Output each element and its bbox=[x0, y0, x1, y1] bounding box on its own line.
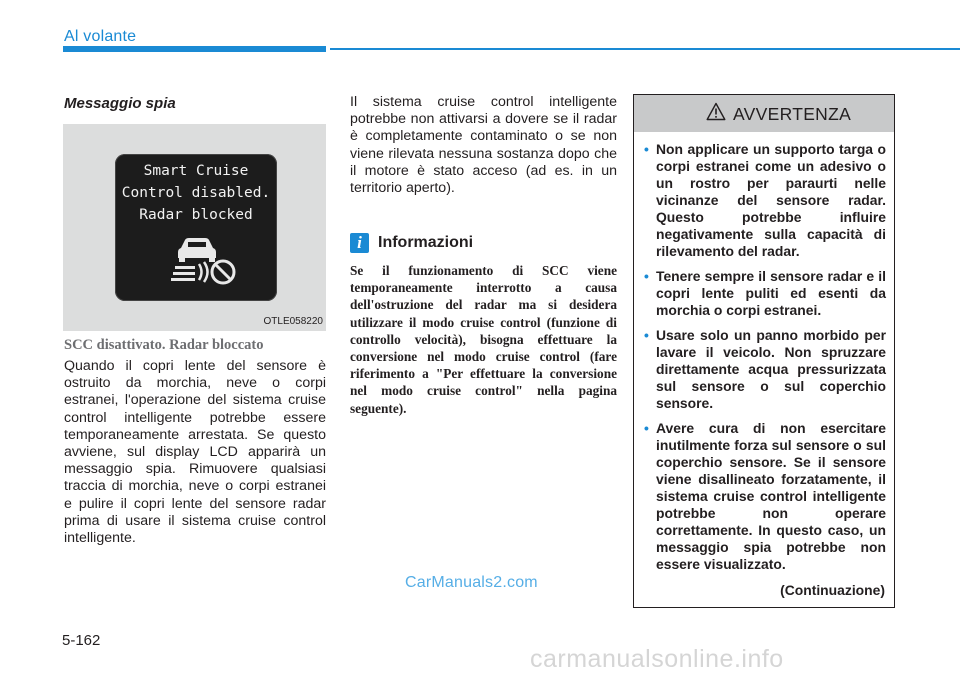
lcd-illustration bbox=[63, 124, 326, 331]
info-title: Informazioni bbox=[378, 234, 474, 251]
warning-triangle-icon bbox=[706, 102, 726, 121]
header-rule-thin bbox=[330, 48, 960, 50]
warning-continuation: (Continuazione) bbox=[780, 582, 885, 598]
warning-item bbox=[644, 420, 886, 573]
lcd-display bbox=[115, 154, 277, 301]
page-number: 5-162 bbox=[62, 632, 101, 649]
warning-item bbox=[644, 141, 886, 260]
warning-item-text: Tenere sempre il sensore radar e il copri lente puliti ed esenti da morchia o corpi estranei. bbox=[656, 268, 886, 318]
image-code: OTLE058220 bbox=[263, 316, 323, 327]
warning-box bbox=[633, 94, 895, 608]
warning-item bbox=[644, 327, 886, 412]
lcd-line-1: Smart Cruise bbox=[143, 163, 249, 179]
header-rule-thick bbox=[63, 46, 326, 52]
section-title: Al volante bbox=[64, 28, 137, 45]
bullet-icon: • bbox=[644, 268, 649, 284]
warning-item-text: Non applicare un supporto targa o corpi estranei come un adesivo o un rostro per paraurti nelle vicinanze del sensore radar. Questo potrebbe influire negativamente sulla capacità di rilevamento del radar. bbox=[656, 141, 886, 259]
info-text: Se il funzionamento di SCC viene temporaneamente interrotto a causa dell'ostruzione del radar ma si desidera utilizzare il modo cruise control (funzione di controllo velocità), bisogna effettuare la conversione nel modo cruise control (fare riferimento a "Per effettuare la conversione nel modo cruise control" nella pagina seguente). bbox=[350, 263, 617, 416]
warning-item bbox=[644, 268, 886, 319]
warning-item-text: Avere cura di non esercitare inutilmente forza sul sensore o sul coperchio sensore. Se il sensore viene disallineato forzatamente, il sistema cruise control intelligente potrebbe non operare correttamente. In questo caso, un messaggio spia potrebbe non essere visualizzato. bbox=[656, 420, 886, 572]
left-body-text: Quando il copri lente del sensore è ostruito da morchia, neve o corpi estranei, l'operazione del sistema cruise control intelligente potrebbe essere temporaneamente arrestata. Se questo avviene, sul display LCD apparirà un messaggio spia. Rimuovere qualsiasi traccia di morchia, neve o corpi estranei e pulire il copri lente del sensore radar prima di usare il sistema cruise control intelligente. bbox=[64, 358, 326, 547]
bullet-icon: • bbox=[644, 327, 649, 343]
heading-messaggio-spia: Messaggio spia bbox=[64, 95, 176, 112]
info-icon: i bbox=[350, 233, 369, 253]
warning-title: AVVERTENZA bbox=[733, 104, 852, 124]
bullet-icon: • bbox=[644, 141, 649, 157]
warning-list bbox=[644, 141, 886, 581]
lcd-line-2: Control disabled. bbox=[121, 185, 271, 201]
warning-item-text: Usare solo un panno morbido per lavare il veicolo. Non spruzzare direttamente acqua pressurizzata sul sensore o sul coperchio sensore. bbox=[656, 327, 886, 411]
subheading-scc-disattivato: SCC disattivato. Radar bloccato bbox=[64, 337, 264, 353]
middle-body-text: Il sistema cruise control intelligente potrebbe non attivarsi a dovere se il radar è completamente contaminato o se non viene rilevata nessuna sostanza dopo che il motore è stato acceso (ad es. in un territorio aperto). bbox=[350, 94, 617, 197]
lcd-line-3: Radar blocked bbox=[139, 207, 253, 223]
footer-site-watermark: carmanualsonline.info bbox=[530, 645, 784, 673]
warning-header bbox=[634, 95, 894, 132]
watermark-link[interactable]: CarManuals2.com bbox=[405, 574, 538, 591]
bullet-icon: • bbox=[644, 420, 649, 436]
radar-blocked-icon bbox=[115, 154, 277, 301]
